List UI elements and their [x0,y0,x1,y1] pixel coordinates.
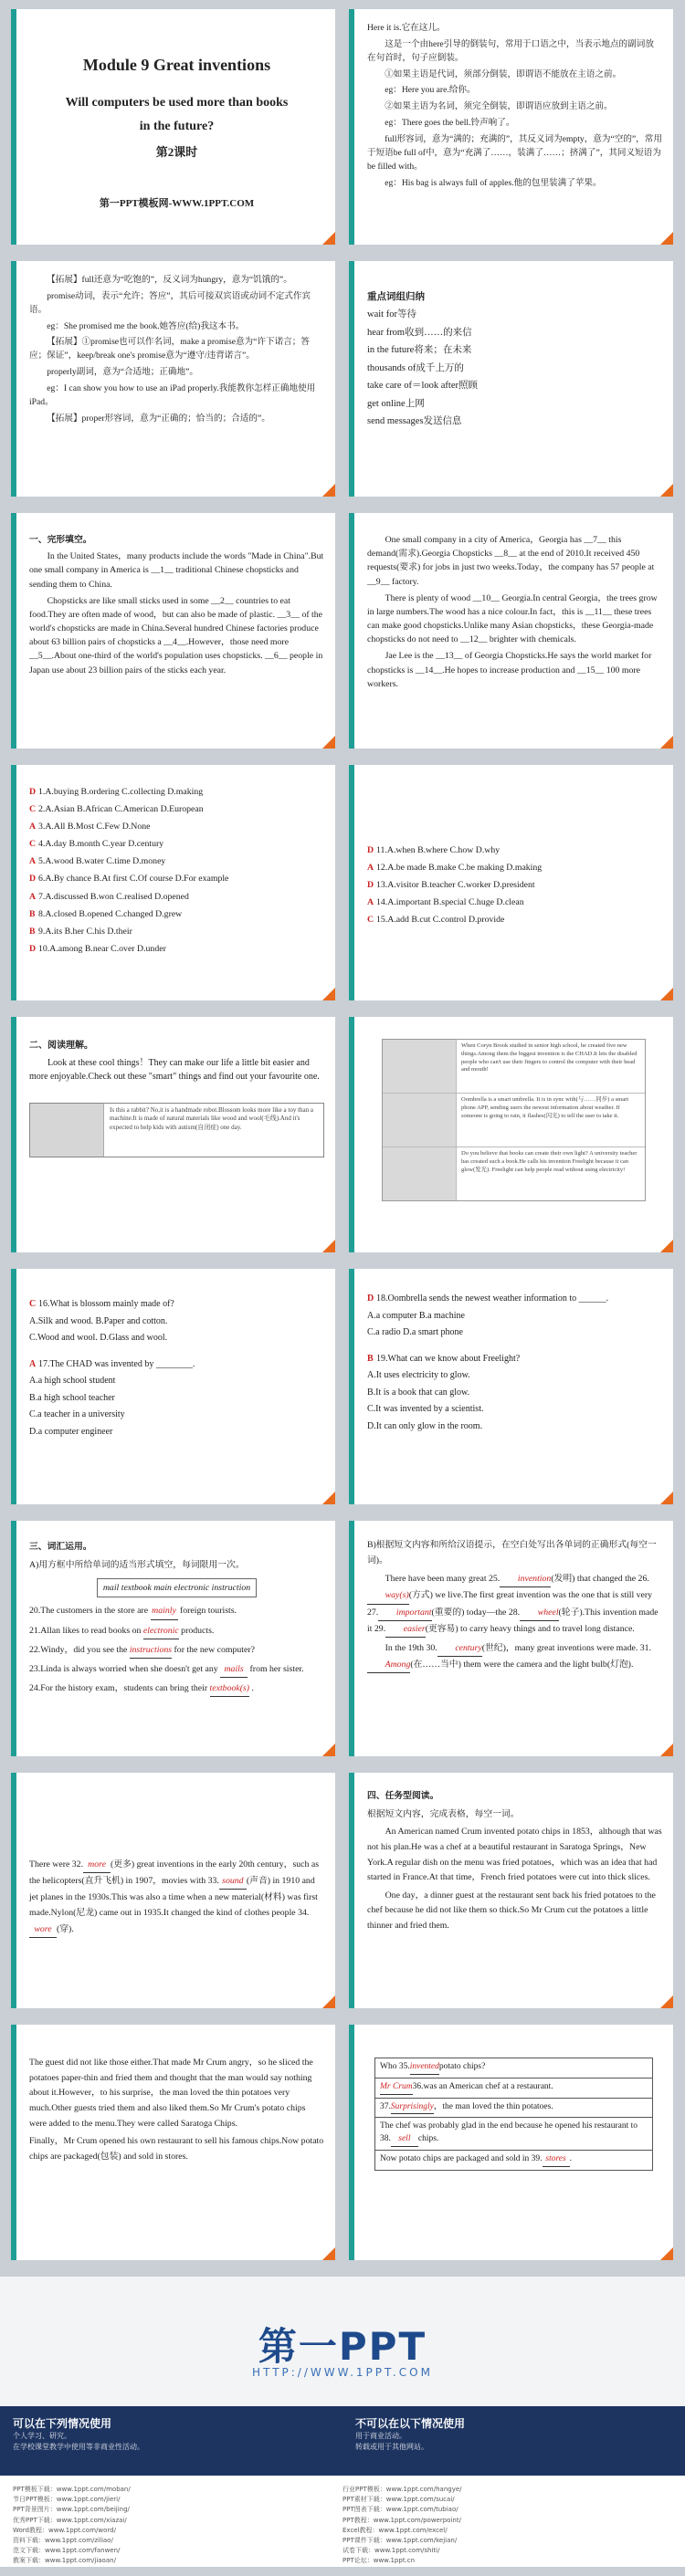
slide-task-table [349,2025,673,2260]
slide-reading-intro [11,1017,335,1252]
word-box-row [29,1578,324,1597]
text-line: eg：She promised me the book.她答应(给)我这本书。 [47,320,245,331]
answer-letter: B [29,908,36,919]
table-row [375,2058,652,2079]
option-text: B.It is a book that can glow. [367,1387,470,1398]
text-run: There were 32. [29,1859,84,1869]
option-text: 2.A.Asian B.African C.American D.European [38,804,204,815]
answer-letter: A [367,897,374,908]
answer-letter: D [29,874,37,885]
footer-link[interactable]: PPT背景图片：www.1ppt.com/beijing/ [13,2506,130,2514]
umbrella-image [383,1094,457,1147]
answer-blank: Among [367,1657,410,1673]
slide-task-reading-1 [349,1773,673,2008]
question-row [367,1351,662,1368]
option-text: 3.A.All B.Most C.Few D.None [38,822,151,832]
text-run: Who 35. [380,2062,410,2071]
text-run: (在……当中) them were the camera and the light bulb(灯泡). [410,1659,634,1670]
option-text: A.a computer B.a machine [367,1310,465,1321]
sentence-text: products. [178,1625,215,1636]
text-run: (世纪)，many great inventions were made. 31. [481,1642,651,1653]
section-heading: 二、阅读理解。 [29,1041,93,1051]
option-row [29,801,324,818]
slide-title [11,9,335,245]
footer-link[interactable]: Excel教程：www.1ppt.com/excel/ [342,2526,448,2534]
sentence-row [29,1661,324,1678]
text-line: eg：Here you are.给你。 [385,85,476,96]
sentence-text: 24.For the history exam，students can bring their [29,1682,210,1693]
answer-letter: D [29,787,37,797]
text-run: (穿). [57,1923,74,1934]
answer-letter: A [367,863,374,874]
corner-decoration [322,1240,335,1252]
footer-link[interactable]: 试卷下载：www.1ppt.com/shiti/ [342,2547,440,2555]
text-line: Here it is.它在这儿。 [367,23,446,33]
sentence-row [29,1642,324,1659]
table-row [375,2099,652,2119]
slide-grammar-promise [11,261,335,497]
slide-task-reading-2 [11,2025,335,2260]
answer-letter: A [29,891,37,902]
usage-forbidden [342,2406,685,2476]
gadget-table [382,1039,646,1201]
option-text: C.a radio D.a smart phone [367,1327,463,1337]
answer-blank: important [378,1605,431,1621]
sentence-text: foreign tourists. [177,1606,237,1617]
corner-decoration [322,1744,335,1756]
gadget-text: Do you believe that books can create their own light? A university teacher has created such a book.He calls his invention Freelight because it can glow(发光). Freelight can help people read without using electricity! [461,1150,638,1173]
site-logo: 第一PPT [258,2324,427,2369]
slide-cloze-options-2 [349,765,673,1000]
answer-blank: mainly [151,1603,178,1619]
text-line: 这是一个由here引导的倒装句，常用于口语之中，当表示地点的副词放在句首时，句子应倒装。 [367,38,654,63]
instruction-text: A)用方框中所给单词的适当形式填空，每词限用一次。 [29,1560,245,1571]
phrase-item: hear from收到……的来信 [367,327,472,338]
answer-blank: instructions [130,1642,172,1659]
section-heading: 三、词汇运用。 [29,1542,92,1552]
footer-link[interactable]: 优秀PPT下载：www.1ppt.com/xiazai/ [13,2516,127,2524]
section-heading: 重点词组归纳 [367,292,425,302]
answer-blank: invention [500,1571,551,1587]
slide-grammar-here [349,9,673,245]
robot-image [30,1104,104,1157]
footer-link[interactable]: 节日PPT模板：www.1ppt.com/jieri/ [13,2496,121,2504]
corner-decoration [660,1995,673,2008]
question-text: 18.Oombrella sends the newest weather information to ______. [376,1293,609,1304]
footer-link[interactable]: 教案下载：www.1ppt.com/jiaoan/ [13,2557,116,2565]
text-line: properly副词，意为“合适地；正确地”。 [47,367,198,378]
answer-blank: wheel [520,1605,558,1621]
option-row [29,940,324,958]
usage-bar [0,2406,685,2476]
slide-reading-q16-17 [11,1269,335,1504]
answer-letter: A [29,856,37,867]
corner-decoration [660,1240,673,1252]
text-line: full形容词，意为“满的；充满的”，其反义词为empty，意为“空的”，常用于短语be full of中，意为“充满了……，装满了……；挤满了”，其同义短语为be filled with。 [367,134,662,172]
paragraph: One day，a dinner guest at the restaurant sent back his fried potatoes to the chef because he did not like them so thick.So Mr Crum cut the potatoes a little thinner and fried them. [367,1890,656,1932]
slide-reading-gadgets [349,1017,673,1252]
slide-cloze-options-1 [11,765,335,1000]
text-line: eg：There goes the bell.铃声响了。 [385,118,515,129]
paragraph: An American named Crum invented potato chips in 1853，although that was not his plan.He was a chef at a beautiful restaurant in Saratoga Springs，New York.A regular dish on the menu was fried potatoes，which was an idea that had started in France.At that time，French fried potatoes were cut into thick slices. [367,1827,662,1883]
phrase-item: send messages发送信息 [367,415,462,426]
text-run: There have been many great 25. [385,1574,501,1585]
corner-decoration [322,1995,335,2008]
word-box: mail textbook main electronic instruction [97,1578,257,1597]
corner-decoration [322,736,335,749]
footer-link[interactable]: 范文下载：www.1ppt.com/fanwen/ [13,2547,121,2555]
answer-letter: C [367,915,374,926]
gadget-row [383,1094,645,1147]
phrase-item: wait for等待 [367,309,416,320]
sentence-text: for the new computer? [172,1644,255,1655]
option-text: C.a teacher in a university [29,1409,125,1419]
option-row [29,906,324,923]
option-text: 9.A.its B.her C.his D.their [38,926,132,937]
paragraph: Look at these cool things！They can make our life a little bit easier and more enjoyable.Check out these "smart" things and find out your favourite one. [29,1057,320,1082]
box-text: Is this a rabbit? No,it is a handmade robot.Blossom looks more like a toy than a machine.It is made of natural materials like wood and wool(毛线).And it's expected to help kids with autism(自闭症) one day. [110,1105,313,1132]
site-label: 第一PPT模板网-WWW.1PPT.COM [99,198,255,210]
option-row [367,894,662,911]
footer-link[interactable]: PPT模板下载：www.1ppt.com/moban/ [13,2486,131,2493]
option-row [367,842,662,859]
footer-link[interactable]: PPT图表下载：www.1ppt.com/tubiao/ [342,2506,458,2514]
paragraph: One small company in a city of America，Georgia has __7__ this demand(需求).Georgia Chopsticks __8__ at the end of 2010.It received 450 requests(要求) for jobs in just two weeks.Today，the company has 57 people at __9__ factory. [367,535,655,587]
usage-forbidden-heading: 不可以在以下情况使用 [355,2417,466,2430]
answer-blank: invented [410,2061,439,2075]
usage-allowed-text: 个人学习、研究。 在学校课堂教学中使用等非商业性活动。 [13,2432,144,2451]
answer-blank: way(s) [367,1587,409,1604]
question-row [367,1291,662,1308]
option-text: 1.A.buying B.ordering C.collecting D.making [38,787,204,797]
option-row [367,859,662,876]
text-line: promise动词，表示“允许；答应”，其后可接双宾语或动词不定式作宾语。 [29,290,311,315]
option-text: 14.A.important B.special C.huge D.clean [376,897,524,908]
text-run: . [569,2153,572,2163]
answer-blank: textbook(s) [210,1681,250,1697]
option-text: A.Silk and wood. B.Paper and cotton. [29,1315,168,1326]
option-text: C.It was invented by a scientist. [367,1404,484,1414]
answer-letter: C [29,1299,37,1309]
corner-decoration [322,484,335,497]
slide-vocab-b [349,1521,673,1756]
usage-allowed-heading: 可以在下列情况使用 [13,2417,112,2430]
footer-link[interactable]: PPT教程：www.1ppt.com/powerpoint/ [342,2516,461,2524]
footer-link[interactable]: 行业PPT模板：www.1ppt.com/hangye/ [342,2486,462,2493]
option-row [29,923,324,940]
answer-letter: D [367,880,374,891]
link-list [0,2476,685,2576]
answer-blank: sound [219,1873,247,1890]
subtitle-line-1: Will computers be used more than books [65,95,289,110]
sentence-text: . [249,1682,254,1693]
corner-decoration [322,232,335,245]
usage-allowed [0,2406,342,2476]
phrase-item: thousands of成千上万的 [367,362,464,373]
option-text: 4.A.day B.month C.year D.century [38,839,164,850]
footer-link[interactable]: 资料下载：www.1ppt.com/ziliao/ [13,2536,113,2544]
module-title: Module 9 Great inventions [82,56,271,74]
gadget-row [383,1147,645,1200]
corner-decoration [660,2247,673,2260]
text-run: (发明) that changed the 26. [551,1574,649,1585]
paragraph: In the United States，many products include the words "Made in China".But one small company in America is __1__ traditional Chinese chopsticks and sending them to China. [29,551,324,590]
option-row [367,911,662,928]
answer-blank: Surprisingly [391,2101,434,2115]
text-run: (轮子).This invention made it 29. [367,1607,659,1634]
text-line: 【拓展】full还意为“吃饱的”，反义词为hungry，意为“饥饿的”。 [47,275,292,285]
sentence-text: 21.Allan likes to read books on [29,1625,143,1636]
option-text: A.a high school student [29,1376,116,1386]
answer-letter: A [29,1358,37,1369]
answer-blank: stores [543,2153,570,2167]
answer-letter: D [29,943,37,954]
text-line: eg：I can show you how to use an iPad properly.我能教你怎样正确地使用iPad。 [29,383,316,407]
sentence-row [29,1603,324,1619]
slide-vocab-c [11,1773,335,2008]
text-line: ②如果主语为名词，须完全倒装，即谓语应放到主语之前。 [385,101,613,112]
answer-blank: mails [220,1661,248,1678]
phrase-item: get online上网 [367,398,425,409]
option-text: 15.A.add B.cut C.control D.provide [376,915,505,926]
sentence-text: from her sister. [248,1663,304,1674]
footer-link[interactable]: PPT素材下载：www.1ppt.com/sucai/ [342,2496,455,2504]
answer-blank: more [83,1857,111,1873]
reading-box [29,1103,324,1157]
text-run: 36. [412,2081,424,2091]
answer-letter: A [29,822,37,832]
logo-area [0,2277,685,2406]
gadget-row [383,1040,645,1094]
section-heading: 四、任务型阅读。 [367,1791,439,1801]
text-run: chips. [417,2134,439,2144]
sentence-text: 23.Linda is always worried when she doesn't get any [29,1663,221,1674]
footer-link[interactable]: PPT论坛：www.1ppt.cn [342,2557,416,2565]
corner-decoration [660,1492,673,1504]
table-row [375,2079,652,2099]
slide-reading-q18-19 [349,1269,673,1504]
option-text: 5.A.wood B.water C.time D.money [38,856,166,867]
text-line: ①如果主语是代词，须部分倒装，即谓语不能放在主语之前。 [385,68,622,79]
option-text: 6.A.By chance B.At first C.Of course D.For example [38,874,229,885]
answer-letter: B [29,926,36,937]
question-row [29,1296,324,1314]
text-run: In the 19th 30. [385,1642,437,1653]
question-row [29,1356,324,1374]
text-run: (重要的) today—the 28. [431,1607,521,1618]
answer-table [374,2058,653,2171]
gadget-text: When Coryn Brook studied in senior high school, he created five new things.Among them the biggest invention is the CHAD.It lets the disabled people who can't use their fingers to control the computer with their head and mouth! [461,1042,638,1073]
paragraph [29,1857,324,1938]
option-text: D.It can only glow in the room. [367,1420,483,1431]
instruction-text: B)根据短文内容和所给汉语提示，在空白处写出各单词的正确形式(每空一词)。 [367,1540,657,1566]
sentence-text: 20.The customers in the store are [29,1606,151,1617]
slide-vocab-a [11,1521,335,1756]
answer-blank: sell [391,2133,418,2147]
text-line: eg：His bag is always full of apples.他的包里装满了苹果。 [385,177,602,188]
answer-blank: easier [385,1621,426,1638]
corner-decoration [660,484,673,497]
text-run: Now potato chips are packaged and sold in 39. [380,2153,543,2163]
option-row [29,870,324,887]
option-text: B.a high school teacher [29,1392,115,1403]
table-row [375,2118,652,2151]
unit-subtitle [29,91,324,140]
lesson-label: 第2课时 [155,145,198,160]
option-text: 10.A.among B.near C.over D.under [38,943,166,954]
corner-decoration [322,988,335,1000]
option-row [29,835,324,853]
book-image [383,1147,457,1200]
answer-letter: B [367,1353,374,1364]
answer-letter: D [367,1293,374,1304]
ppt-site-banner [0,2277,685,2567]
option-text: 11.A.when B.where C.how D.why [376,845,501,855]
option-row [29,818,324,835]
question-text: 17.The CHAD was invented by ________. [38,1358,195,1369]
option-text: 8.A.closed B.opened C.changed D.grew [38,908,183,919]
paragraph [367,1571,662,1638]
corner-decoration [660,232,673,245]
option-text: D.a computer engineer [29,1426,113,1437]
footer-link[interactable]: PPT课件下载：www.1ppt.com/kejian/ [342,2536,458,2544]
subtitle-line-2: in the future? [139,120,215,134]
text-run: (方式) we live.The first great invention was the one that is still very 27. [367,1590,653,1618]
sentence-row [29,1623,324,1639]
option-text: 7.A.discussed B.won C.realised D.opened [38,891,189,902]
usage-forbidden-text: 用于商业活动。 转载或用于其他网站。 [355,2432,428,2451]
corner-decoration [660,988,673,1000]
text-run: (更多) great inventions in the early 20th century，such as the helicopters(直升飞机) in 1907，movies with 33. [29,1859,320,1887]
instruction-text: 根据短文内容，完成表格，每空一词。 [367,1808,520,1819]
answer-blank: century [437,1640,482,1657]
site-url[interactable]: HTTP://WWW.1PPT.COM [252,2366,433,2379]
section-heading: 一、完形填空。 [29,535,92,545]
chad-image [383,1040,457,1093]
answer-blank: electronic [143,1623,179,1639]
paragraph: There is plenty of wood __10__ Georgia.In central Georgia，the trees grow in large numbers.The wood has a nice colour.In fact，this is __11__ these trees can make good chopsticks.Unlike many Asian chopsticks，these Georgia-made chopsticks do not need to __12__ brighter with chemicals. [367,592,658,645]
slide-cloze-2 [349,513,673,749]
text-run: (声音) in 1910 and jet planes in the 1930s.This was also a time when a new material(材料) was first made.Nylon(尼龙) came out in 1935.It changed the kind of clothes people 34. [29,1876,318,1919]
text-run: was an American chef at a restaurant. [423,2081,553,2091]
answer-letter: C [29,839,37,850]
text-run: The chef was probably glad in the end because he opened his restaurant to 38. [380,2121,638,2144]
option-text: A.It uses electricity to glow. [367,1370,470,1380]
option-text: 13.A.visitor B.teacher C.worker D.president [376,880,535,891]
sentence-row [29,1681,324,1697]
corner-decoration [660,736,673,749]
option-row [29,853,324,870]
paragraph: Finally，Mr Crum opened his own restaurant to sell his famous chips.Now potato chips are packaged(包装) and sold in stores. [29,2136,324,2162]
text-run: ，the man loved the thin potatoes. [433,2101,553,2111]
text-line: 【拓展】proper形容词，意为“正确的；恰当的；合适的”。 [47,413,270,424]
slide-phrases [349,261,673,497]
sentence-text: 22.Windy，did you see the [29,1644,130,1655]
table-row [375,2151,652,2170]
option-text: 12.A.be made B.make C.be making D.making [376,863,543,874]
phrase-item: in the future将来；在未来 [367,345,472,356]
question-text: 16.What is blossom mainly made of? [38,1299,174,1309]
option-row [29,888,324,906]
text-run: potato chips? [438,2062,486,2071]
text-run: (更容易) to carry heavy things and to travel long distance. [425,1623,635,1634]
answer-blank: wore [29,1922,57,1938]
slide-cloze-1 [11,513,335,749]
corner-decoration [322,1492,335,1504]
gadget-text: Oombrella is a smart umbrella. It is in sync with(与……同步) a smart phone APP, sending users the newest information about weather. If someone is going to rain, it flashes(闪光) to tell the user to take it. [461,1096,629,1119]
paragraph: Jae Lee is the __13__ of Georgia Chopsticks.He says the world market for chopsticks is __14__.He hopes to increase production and __15__ 100 more workers. [367,651,652,689]
footer-link[interactable]: Word教程：www.1ppt.com/word/ [13,2526,116,2534]
answer-letter: C [29,804,37,815]
paragraph: Chopsticks are like small sticks used in some __2__ countries to eat food.They are often made of wood，but can also be made of plastic. __3__ of the world's chopsticks are made in China.Several hundred Chinese factories produce about 63 billion pairs of chopsticks a __4__.However，those need more __5__.About one-third of the world's population uses chopsticks. __6__ people in Japan use about 23 billion pairs of the sticks each year. [29,595,323,675]
text-run: 37. [380,2101,391,2111]
option-row [29,783,324,801]
option-text: C.Wood and wool. D.Glass and wool. [29,1333,168,1343]
corner-decoration [322,2247,335,2260]
question-text: 19.What can we know about Freelight? [376,1353,521,1364]
paragraph: The guest did not like those either.That made Mr Crum angry，so he sliced the potatoes paper-thin and fried them and thought that the man would say nothing about it.However，to his surprise，the man loved the thin potatoes very much.Other guests tried them and also liked them.So Mr Crum's potato chips were added to the menu.They were called Saratoga Chips. [29,2058,313,2129]
paragraph [367,1640,662,1673]
phrase-item: take care of＝look after照顾 [367,381,478,392]
answer-blank: Mr Crum [380,2081,413,2095]
corner-decoration [660,1744,673,1756]
answer-letter: D [367,845,374,855]
text-line: 【拓展】①promise也可以作名词，make a promise意为“许下诺言；答应；保证”，keep/break one's promise意为“遵守/违背诺言”。 [29,337,310,361]
option-row [367,876,662,894]
